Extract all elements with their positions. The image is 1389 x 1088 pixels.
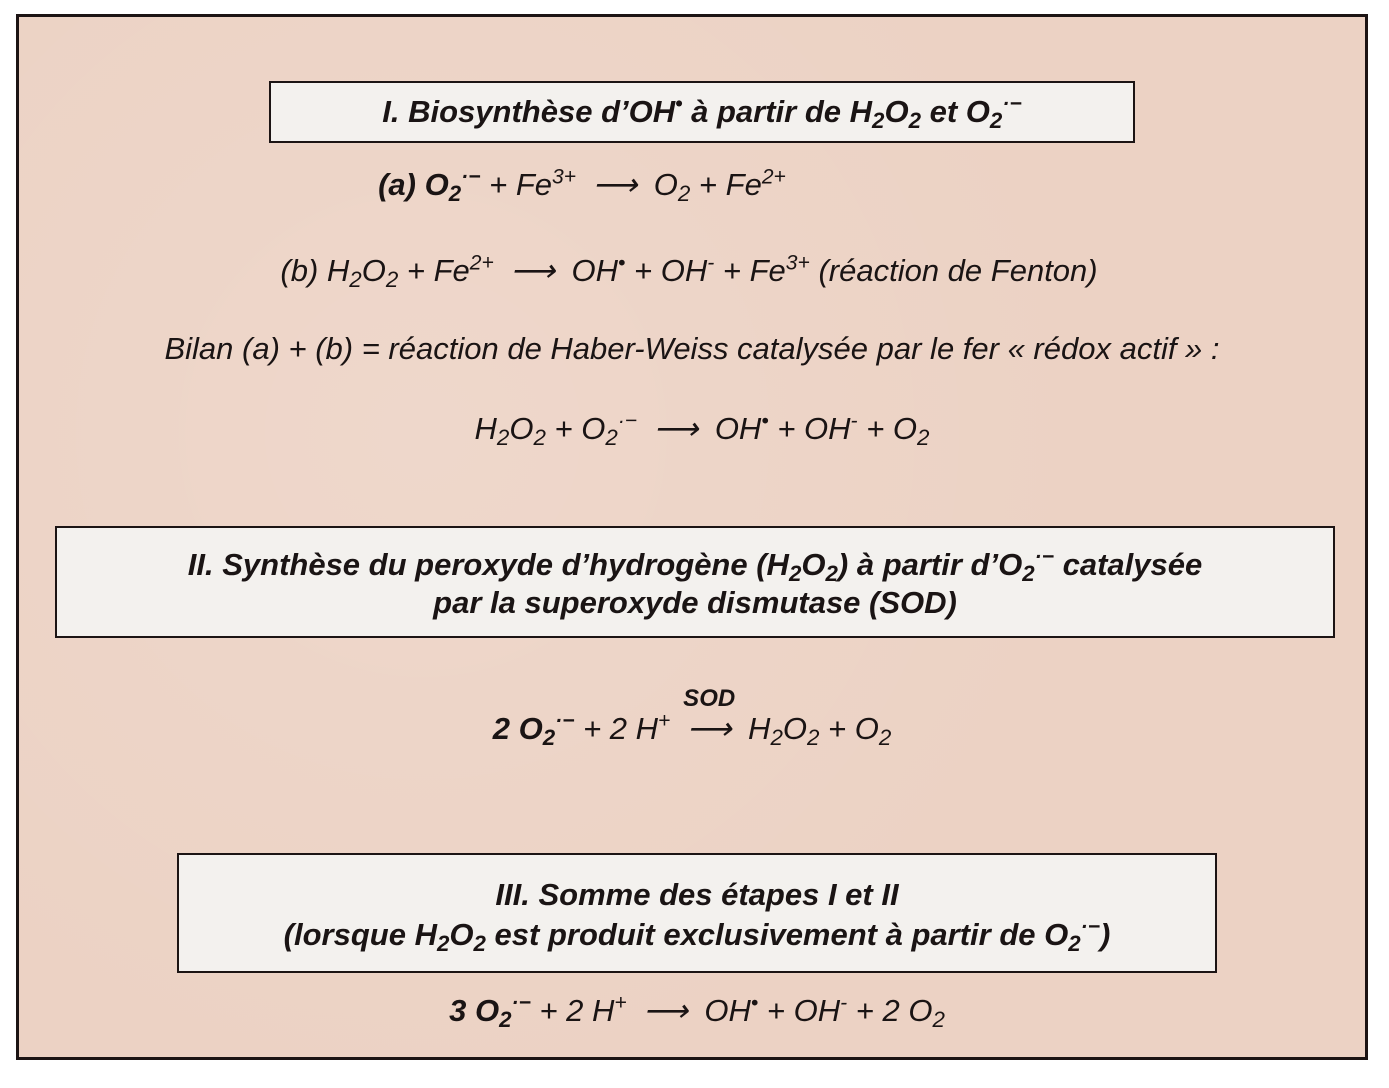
radical-dot: • [761,409,769,433]
subscript-2: 2 [917,425,930,451]
superoxide-charge: ·− [1002,92,1022,116]
charge-plus: + [658,709,671,733]
section-1-title-mid2: et O [929,94,990,129]
equation-bilan [39,409,1365,451]
hydroxide: + OH [758,993,841,1028]
bilan-line [19,331,1365,367]
bilan-text: Bilan (a) + (b) = réaction de Haber-Weiss catalysée par le fer « rédox actif » : [164,331,1220,366]
subscript-2: 2 [677,181,691,207]
subscript-2: 2 [349,267,362,293]
hydroxyl-radical: OH [704,993,751,1028]
proton: + 2 H [574,711,659,746]
oxygen-symbol: O [782,711,807,746]
subscript-2: 2 [499,1007,512,1033]
superoxide-charge: ·− [1080,915,1100,939]
oxygen-symbol: O [361,253,386,288]
section-3-text-d: ) [1099,917,1111,952]
charge-2plus: 2+ [469,251,494,275]
hydroxyl-radical: OH [571,253,619,288]
superoxide-charge: ·− [617,409,638,433]
oxygen-product: + 2 O [847,993,933,1028]
superoxide-charge: ·− [555,709,575,733]
subscript-2: 2 [533,425,546,451]
document-frame [16,14,1368,1060]
section-2-text-a: II. Synthèse du peroxyde d’hydrogène (H [187,547,789,582]
section-1-title [269,81,1135,143]
subscript-2: 2 [788,561,802,587]
oxygen-symbol: O [509,411,534,446]
oxygen-product: + O [819,711,879,746]
subscript-2: 2 [473,931,486,957]
iron-2: + Fe [690,167,762,202]
equation-a [0,165,1365,207]
superoxide: + O [545,411,606,446]
charge-minus: - [840,991,848,1015]
section-2-title [55,526,1335,638]
subscript-2: 2 [770,725,783,751]
catalyzed-arrow [683,685,736,747]
equation-total [29,991,1365,1033]
charge-2plus: 2+ [761,165,786,189]
subscript-2: 2 [825,561,838,587]
equation-sod [19,685,1365,751]
equation-b [13,251,1365,293]
subscript-2: 2 [806,725,820,751]
reaction-arrow-icon: ⟶ [643,993,688,1028]
equation-a-label: (a) O [378,167,449,202]
subscript-2: 2 [1068,931,1081,957]
section-2-text-c: ) à partir d’O [837,547,1023,582]
subscript-2: 2 [1022,561,1035,587]
radical-dot: • [750,991,759,1015]
subscript-2: 2 [542,725,556,751]
charge-3plus: 3+ [552,165,577,189]
subscript-2: 2 [448,181,462,207]
charge-minus: - [850,409,858,433]
charge-plus: + [614,991,627,1015]
iron-3: + Fe [480,167,553,202]
reaction-arrow-icon: ⟶ [686,711,732,746]
proton: + 2 H [530,993,615,1028]
subscript-2: 2 [989,108,1003,134]
hydrogen-symbol: H [748,711,771,746]
charge-minus: - [707,251,715,275]
subscript-2: 2 [878,725,892,751]
subscript-2: 2 [436,931,450,957]
reaction-arrow-icon: ⟶ [653,411,699,446]
oxygen-product: O [653,167,678,202]
section-3-title [177,853,1217,973]
superoxide-lead: 3 O [449,993,500,1028]
subscript-2: 2 [605,425,618,451]
iron-2: + Fe [398,253,470,288]
reaction-arrow-icon: ⟶ [510,253,555,288]
superoxide-lead: 2 O [492,711,543,746]
hydroxide: + OH [768,411,851,446]
equation-b-label: (b) H [280,253,350,288]
oxygen-product: + O [857,411,918,446]
superoxide-charge: ·− [461,165,481,189]
section-2-line-2: par la superoxyde dismutase (SOD) [433,585,957,620]
iron-3: + Fe [714,253,786,288]
hydroxide: + OH [625,253,708,288]
subscript-2: 2 [385,267,399,293]
reaction-arrow-icon: ⟶ [592,167,638,202]
subscript-2: 2 [496,425,510,451]
hydroxyl-radical: OH [714,411,762,446]
sod-catalyst-label: SOD [683,685,736,712]
section-3-text-a: (lorsque H [283,917,437,952]
subscript-2: 2 [872,108,885,134]
charge-3plus: 3+ [785,251,810,275]
superoxide-charge: ·− [511,991,531,1015]
section-2-line-1 [57,545,1333,587]
section-3-text-c: est produit exclusivement à partir de O [485,917,1069,952]
oxygen-symbol: O [801,547,826,582]
hydrogen-symbol: H [474,411,497,446]
section-3-line-1: III. Somme des étapes I et II [495,877,899,912]
section-1-title-text: I. Biosynthèse d’OH [382,94,676,129]
section-3-line-2 [179,915,1215,955]
radical-dot: • [618,251,626,275]
fenton-note: (réaction de Fenton) [809,253,1098,288]
section-2-text-d: catalysée [1053,547,1203,582]
section-1-title-mid: à partir de H [682,94,873,129]
superoxide-charge: ·− [1034,545,1054,569]
oxygen-symbol: O [449,917,474,952]
subscript-2: 2 [908,108,921,134]
subscript-2: 2 [932,1007,945,1033]
oxygen-symbol: O [884,94,909,129]
radical-dot: • [675,92,683,116]
